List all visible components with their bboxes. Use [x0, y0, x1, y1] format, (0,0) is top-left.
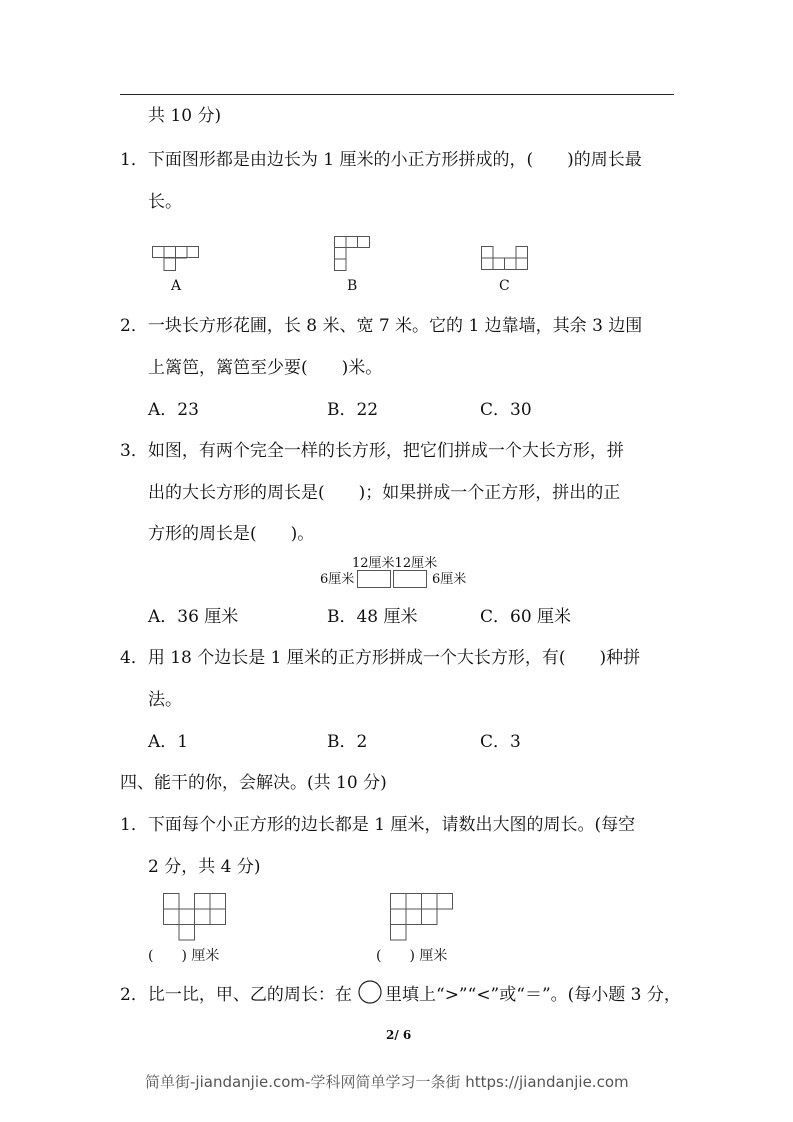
- q1-figure-a: [152, 246, 202, 274]
- q3-line1: 3．如图，有两个完全一样的长方形，把它们拼成一个大长方形，拼: [120, 441, 624, 461]
- q3-option-c: C．60 厘米: [480, 607, 572, 627]
- section3-tail: 共 10 分): [148, 106, 222, 126]
- q4-line1: 4．用 18 个边长是 1 厘米的正方形拼成一个大长方形，有( )种拼: [120, 648, 641, 668]
- s4-q2-prefix: 2．比一比，甲、乙的周长：在: [120, 985, 352, 1005]
- q1-label-b: B: [347, 278, 358, 294]
- q3-figure-top-label: 12厘米12厘米: [352, 556, 438, 571]
- q2-option-a: A．23: [148, 400, 199, 420]
- q4-option-a: A．1: [148, 732, 189, 752]
- q1-line1: 1．下面图形都是由边长为 1 厘米的小正方形拼成的，( )的周长最: [120, 150, 642, 170]
- q4-option-b: B．2: [327, 732, 368, 752]
- q3-figure-right-label: 6厘米: [432, 572, 467, 587]
- header-rule: [120, 94, 674, 95]
- compare-circle-icon: [358, 980, 384, 1006]
- q2-line2: 上篱笆，篱笆至少要( )米。: [148, 358, 383, 378]
- q3-figure-left-label: 6厘米: [320, 572, 355, 587]
- q3-line2: 出的大长方形的周长是( )；如果拼成一个正方形，拼出的正: [148, 483, 621, 503]
- q2-option-c: C．30: [480, 400, 532, 420]
- page-number: 2/ 6: [386, 1028, 412, 1042]
- q1-label-c: C: [499, 278, 510, 294]
- q3-option-a: A．36 厘米: [148, 607, 239, 627]
- q1-label-a: A: [171, 278, 182, 294]
- s4-q1-answer-left: ( ) 厘米: [148, 948, 220, 964]
- s4-q1-answer-right: ( ) 厘米: [376, 948, 448, 964]
- q1-figure-c: [481, 246, 531, 274]
- q1-figure-b: [334, 236, 374, 272]
- q2-option-b: B．22: [327, 400, 379, 420]
- q2-line1: 2．一块长方形花圃，长 8 米、宽 7 米。它的 1 边靠墙，其余 3 边围: [120, 316, 643, 336]
- q3-figure-rectangles: [357, 570, 429, 590]
- section4-title: 四、能干的你，会解决。(共 10 分): [120, 773, 387, 793]
- s4-q1-line2: 2 分，共 4 分): [148, 857, 261, 877]
- q4-line2: 法。: [148, 690, 182, 710]
- s4-q2-suffix: 里填上“>”“<”或“＝”。(每小题 3 分，: [385, 985, 681, 1005]
- q3-line3: 方形的周长是( )。: [148, 524, 315, 544]
- q1-line2: 长。: [148, 192, 182, 212]
- q4-option-c: C．3: [480, 732, 521, 752]
- s4-q1-line1: 1．下面每个小正方形的边长都是 1 厘米，请数出大图的周长。(每空: [120, 815, 636, 835]
- s4-q1-figure-left: [163, 893, 229, 943]
- q3-option-b: B．48 厘米: [327, 607, 418, 627]
- footer-watermark: 简单街-jiandanjie.com-学科网简单学习一条街 https://jiandanjie.com: [145, 1073, 629, 1091]
- s4-q1-figure-right: [390, 893, 456, 943]
